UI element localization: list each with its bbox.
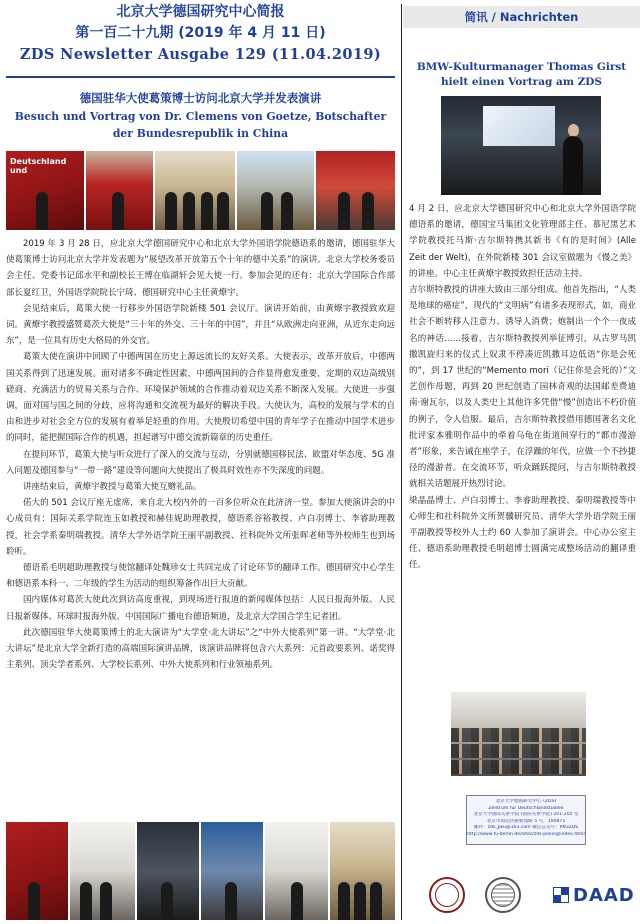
column-divider	[401, 4, 402, 920]
news-section-title: 简讯 / Nachrichten	[403, 6, 640, 28]
photo-gift-exchange	[316, 151, 395, 230]
speaker-figure	[563, 136, 583, 195]
photo-figure	[80, 882, 92, 920]
article-paragraph: 国内媒体对葛茨大使此次到访高度重视，到现场进行报道的新闻媒体包括：人民日报海外版、人民日报新媒体、环球时报海外版、中国国际广播电台德语频道，及北京大学国合学生记者团。	[6, 595, 395, 622]
photo-figure	[338, 882, 350, 920]
photo-figure	[201, 192, 213, 230]
partner-logos	[425, 875, 635, 915]
article-paragraph: 2019 年 3 月 28 日，应北京大学德国研究中心和北京大学外国语学院德语系的邀请，德国驻华大使葛策博士访问北京大学并发表题为“展望改革开放第五个十年的德中关系”的演讲。北京大学校务委员会主任、党委书记邱水平和副校长王博在临湖轩会见大使一行。参加会见的还有：北京大学国际合作部部长夏红卫，外国语学院院长宁琦、德国研究中心主任黄燎宇。	[6, 239, 395, 298]
photo-student	[201, 822, 263, 920]
photo-figure	[370, 882, 382, 920]
photo-figure	[28, 882, 40, 920]
photo-figure	[217, 192, 229, 230]
contact-box	[466, 795, 586, 845]
photo-figure	[362, 192, 374, 230]
audience-row	[451, 744, 586, 758]
daad-logo	[553, 881, 635, 909]
contact-line: Zentrum für Deutschlandstudien	[488, 805, 564, 811]
newsletter-issue-de: ZDS Newsletter Ausgabe 129 (11.04.2019)	[19, 46, 382, 63]
article-paragraph: 讲座结束后，黄燎宇教授与葛策大使互赠礼品。	[23, 482, 202, 493]
pku-logo-icon	[429, 877, 465, 913]
news-paragraph: 梁晶晶博士、卢白羽博士、李睿助理教授、秦明瑞教授等中心师生和社科院外文所贺骥研究员、清华大学外语学院王丽平副教授等校外人士约 60 人参加了演讲会。中心办公室主任、德语系助理教授毛明超博士圆满完成整场活动的翻译重任。	[409, 495, 636, 571]
photo-figure	[354, 882, 366, 920]
contact-line: 邮件：zds_pku@163.com 微信公众号：PKUZDS	[473, 825, 579, 831]
news-paragraph: 4 月 2 日，应北京大学德国研究中心和北京大学外国语学院德语系的邀请，德国宝马集团文化管理部主任、慕尼黑艺术学院教授托马斯·吉尔斯特携其新书《有的是时间》(Alle Zeit der Welt)，在外院新楼 301 会议室做题为《慢之美》的讲座。中心主任黄燎宇教授致担任活动主持。	[409, 204, 636, 279]
photo-figure	[161, 882, 173, 920]
contact-line: 北京市海淀区颐和园路 5 号，100871	[486, 818, 566, 824]
audience-row	[451, 760, 586, 774]
photo-figure	[36, 192, 48, 230]
photo-figure	[165, 192, 177, 230]
photo-banner-text: Deutschland und	[10, 157, 67, 175]
article-paragraph: 此次德国驻华大使葛策博士的北大演讲为“大学堂·北大讲坛”之“中外大使系列”第一讲。“大学堂·北大讲坛”是北京大学全新打造的高端国际演讲品牌，该演讲品牌将包含六大系列：元首政要系列、诺奖得主系列、顶尖学者系列、大学校长系列、中外大使系列和行业领袖系列。	[6, 627, 395, 671]
article-paragraph: 会见结束后，葛策大使一行移步外国语学院新楼 501 会议厅。演讲开始前，由黄燎宇教授致欢迎词。黄燎宇教授盛赞葛茨大使是“三十年的外交、三十年的中国”，并且“从欧洲走向亚洲，从近东走向远东”，是一位具有历史大格局的外交官。	[6, 303, 395, 347]
contact-line: 北京大学德国研究中心 (ZDS)	[495, 799, 557, 804]
daad-mark-icon	[553, 887, 569, 903]
fu-berlin-logo-icon	[485, 877, 521, 913]
article-photo-strip-top	[6, 151, 395, 230]
article-paragraph: 葛策大使在演讲中回顾了中德两国在历史上源远流长的友好关系。大使表示，改革开放后，中德两国关系得到了迅速发展。面对诸多不确定性因素，中德两国间的合作显得愈发重要，定期的双边高级别磋商、充满活力的贸易关系与合作、环境保护领域的合作推动着双边关系不断深入发展。大使进一步强调，面对国与国之间的分歧，应将沟通和交流视为最好的解决手段。大使认为，高校的发展与学术的自由和进步对社会全方位的发展有着举足轻重的作用。大使殷切希望中国的青年学子在推动中国学术进步的同时，能把握国际合作的机遇，担起谱写中德交流新篇章的历史重任。	[6, 352, 395, 444]
news-paragraph: 吉尔斯特教授的讲座大致由三部分组成。他首先指出，“人类是地球的癌症”，现代的“文明病”有诸多表现形式，如，商业社会不断转移人注意力、诱导人消费；炮制出一个个一夜成名的神话……接着，吉尔斯特教授列举征博引，从古罗马凯撒凯旋归来的仪式上奴隶不停凑近凯撒耳边低语“你是会死的”，到 17 世纪的“Memento mori（记住你是会死的）”文艺创作母题，再到 20 世纪创造了园林奇观的法国邮差费迪南·谢瓦尔，以及人类史上其他许多凭借“慢”创造出不朽价值的例子，令人信服。最后，吉尔斯特教授借用德国著名文化批评家本雅明作品中的牵着乌龟在街道间穿行的“都市漫游者”形象，来告诫在座学子，在浮躁的年代，应做一个不抄捷径的漫游者。在交流环节，听众踊跃提问，与吉尔斯特教授就相关话题展开热烈讨论。	[409, 285, 636, 490]
article-paragraph: 在提问环节，葛策大使与听众进行了深入的交流与互动，分别就德国移民法、欧盟对华态度、5G 准入问题及德国参与“一带一路”建设等问题向大使提出了极具时效性亦不失深度的问题。	[6, 449, 395, 476]
photo-question	[137, 822, 199, 920]
photo-figure	[225, 882, 237, 920]
photo-figure	[291, 882, 303, 920]
projection-screen	[483, 106, 555, 146]
news-body	[409, 201, 636, 574]
contact-url[interactable]: http://www.fu-berlin.de/sites/zds-peking/index.html	[467, 831, 585, 837]
article-title-cn: 德国驻华大使葛策博士访问北京大学并发表演讲	[79, 91, 322, 105]
header-divider	[6, 76, 395, 78]
photo-audience	[70, 822, 136, 920]
news-headline: BMW-Kulturmanager Thomas Girst hielt einen Vortrag am ZDS	[416, 61, 627, 88]
photo-campus-gate	[237, 151, 315, 230]
photo-group-meeting	[155, 151, 235, 230]
photo-figure	[100, 882, 112, 920]
newsletter-title-cn: 北京大学德国研究中心简报	[116, 4, 285, 20]
photo-speaker	[6, 822, 68, 920]
photo-podium	[86, 151, 154, 230]
contact-line: 北京大学国际关系学院 (国际关系学院) 201-205 室	[473, 812, 579, 818]
photo-figure	[338, 192, 350, 230]
photo-lecture-audience	[451, 692, 586, 776]
photo-figure	[183, 192, 195, 230]
article-paragraph: 偌大的 501 会议厅座无虚席，来自北大校内外的一百多位听众在此济济一堂。参加大使演讲会的中心成员有：国际关系学院连玉如教授和赫佳妮助理教授，德语系谷裕教授、卢白羽博士、李睿助理教授，社会学系秦明瑞教授。清华大学外语学院王丽平副教授、社科院外文所张晖老师等外校师生也到场聆听。	[6, 498, 395, 557]
photo-figure	[261, 192, 273, 230]
photo-group	[330, 822, 395, 920]
newsletter-header	[0, 2, 401, 66]
photo-figure	[112, 192, 124, 230]
photo-listener	[265, 822, 329, 920]
article-title-de: Besuch und Vortrag von Dr. Clemens von Goetze, Botschafter der Bundesrepublik in China	[14, 110, 387, 140]
photo-figure	[281, 192, 293, 230]
article-body	[6, 236, 395, 673]
audience-row	[451, 728, 586, 742]
article-photo-strip-bottom	[6, 822, 395, 920]
article-paragraph: 德语系毛明超助理教授与使馆翻译处魏珍女士共同完成了讨论环节的翻译工作。德国研究中心学生和德语系本科一、二年级的学生为活动的组织筹备作出巨大贡献。	[6, 563, 395, 590]
news-column	[403, 0, 640, 924]
daad-logo-text: DAAD	[573, 884, 635, 906]
photo-girst-lecture	[441, 96, 601, 195]
newsletter-issue-cn: 第一百二十九期 (2019 年 4 月 11 日)	[75, 25, 326, 41]
photo-ambassador-speech	[6, 151, 84, 230]
